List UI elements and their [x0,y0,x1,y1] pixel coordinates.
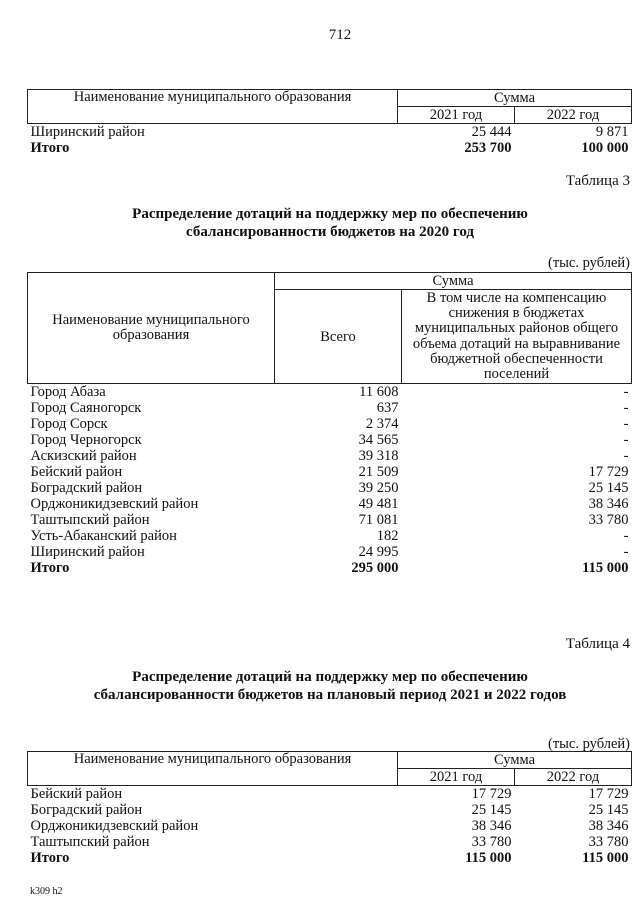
table-row [28,802,632,818]
row-value-1: 21 509 [358,464,399,481]
row-value-2: 17 729 [588,786,629,802]
row-value-1: 34 565 [358,432,399,449]
total-row [28,140,632,156]
row-value-2: 33 780 [588,512,629,529]
total-label: Итого [30,560,70,577]
row-value-2: - [623,448,629,465]
column-header-including: В том числе на компенсацию снижения в бюджетах муниципальных районов общего объема дотаций на выравнивание бюджетной обеспеченности поселений [402,290,632,384]
row-value-2: - [623,400,629,417]
table-row [28,528,632,544]
row-value-1: 33 780 [471,834,512,850]
row-value-1: 39 250 [358,480,399,497]
row-value-1: 24 995 [358,544,399,561]
table-row [28,448,632,464]
row-name: Таштыпский район [30,512,150,529]
column-header-sum: Сумма [398,90,632,107]
table3-units: (тыс. рублей) [548,255,630,271]
row-name: Бейский район [30,786,123,802]
table-row [28,496,632,512]
table3-label: Таблица 3 [565,173,630,189]
column-header-sum: Сумма [275,273,632,290]
table-row [28,464,632,480]
table-row [28,818,632,834]
column-header-sum: Сумма [398,752,632,769]
table-continuation [27,89,632,156]
table4-title-line1: Распределение дотаций на поддержку мер по обеспечению [132,669,528,685]
row-value-2: 33 780 [588,834,629,850]
row-value-2: - [623,432,629,449]
row-name: Город Абаза [30,384,106,401]
row-value-1: 25 145 [471,802,512,818]
row-value-1: 2 374 [365,416,399,433]
row-value-1: 71 081 [358,512,399,529]
row-name: Боградский район [30,480,143,497]
page-number: 712 [328,27,352,43]
column-header-2022: 2022 год [515,107,632,124]
row-value-2: 38 346 [588,818,629,834]
row-name: Ширинский район [30,124,145,140]
row-name: Бейский район [30,464,123,481]
row-name: Усть-Абаканский район [30,528,177,545]
column-header-2022: 2022 год [515,769,632,786]
table3-body [28,384,632,577]
total-label: Итого [30,140,70,156]
row-value-1: 38 346 [471,818,512,834]
table-row [28,834,632,850]
row-name: Орджоникидзевский район [30,496,199,513]
table-row [28,480,632,496]
row-name: Город Сорск [30,416,108,433]
footer-code: k309 h2 [30,886,63,897]
column-header-name: Наименование муниципального образования [28,273,275,384]
column-header-name: Наименование муниципального образования [28,90,398,124]
column-header-name: Наименование муниципального образования [28,752,398,786]
column-header-2021: 2021 год [398,107,515,124]
table-row [28,384,632,401]
table-row [28,512,632,528]
row-value-1: 17 729 [471,786,512,802]
table4-units: (тыс. рублей) [548,736,630,752]
row-name: Орджоникидзевский район [30,818,199,834]
table-row [28,432,632,448]
table-row [28,786,632,803]
table3-title-line2: сбалансированности бюджетов на 2020 год [185,224,475,240]
total-value-1: 295 000 [351,560,399,577]
row-name: Ширинский район [30,544,145,561]
row-value-2: 25 145 [588,802,629,818]
table-row [28,124,632,141]
column-header-total: Всего [275,290,402,384]
row-name: Город Черногорск [30,432,142,449]
table3 [27,272,632,576]
row-value-2021: 25 444 [471,124,512,140]
table-row [28,400,632,416]
row-value-2: 25 145 [588,480,629,497]
table3-title-line1: Распределение дотаций на поддержку мер по обеспечению [132,206,528,222]
table4-body [28,786,632,867]
total-value-2: 115 000 [582,850,629,866]
table4 [27,751,632,866]
row-value-2: - [623,416,629,433]
column-header-2021: 2021 год [398,769,515,786]
total-value-1: 115 000 [465,850,512,866]
total-value-2: 115 000 [582,560,629,577]
row-value-1: 39 318 [358,448,399,465]
row-value-2022: 9 871 [595,124,629,140]
row-value-1: 637 [376,400,399,417]
row-value-1: 11 608 [359,384,399,401]
table-row [28,416,632,432]
row-value-2: 38 346 [588,496,629,513]
table4-label: Таблица 4 [565,636,630,652]
row-name: Аскизский район [30,448,137,465]
total-row [28,560,632,576]
total-row [28,850,632,866]
row-value-1: 182 [376,528,399,545]
row-value-2: - [623,384,629,401]
row-value-2: - [623,528,629,545]
row-name: Боградский район [30,802,143,818]
table-row [28,544,632,560]
table4-title-line2: сбалансированности бюджетов на плановый период 2021 и 2022 годов [93,687,567,703]
row-value-1: 49 481 [358,496,399,513]
row-name: Город Саяногорск [30,400,142,417]
total-2021: 253 700 [464,140,512,156]
row-value-2: - [623,544,629,561]
row-name: Таштыпский район [30,834,150,850]
total-2022: 100 000 [581,140,629,156]
row-value-2: 17 729 [588,464,629,481]
total-label: Итого [30,850,70,866]
